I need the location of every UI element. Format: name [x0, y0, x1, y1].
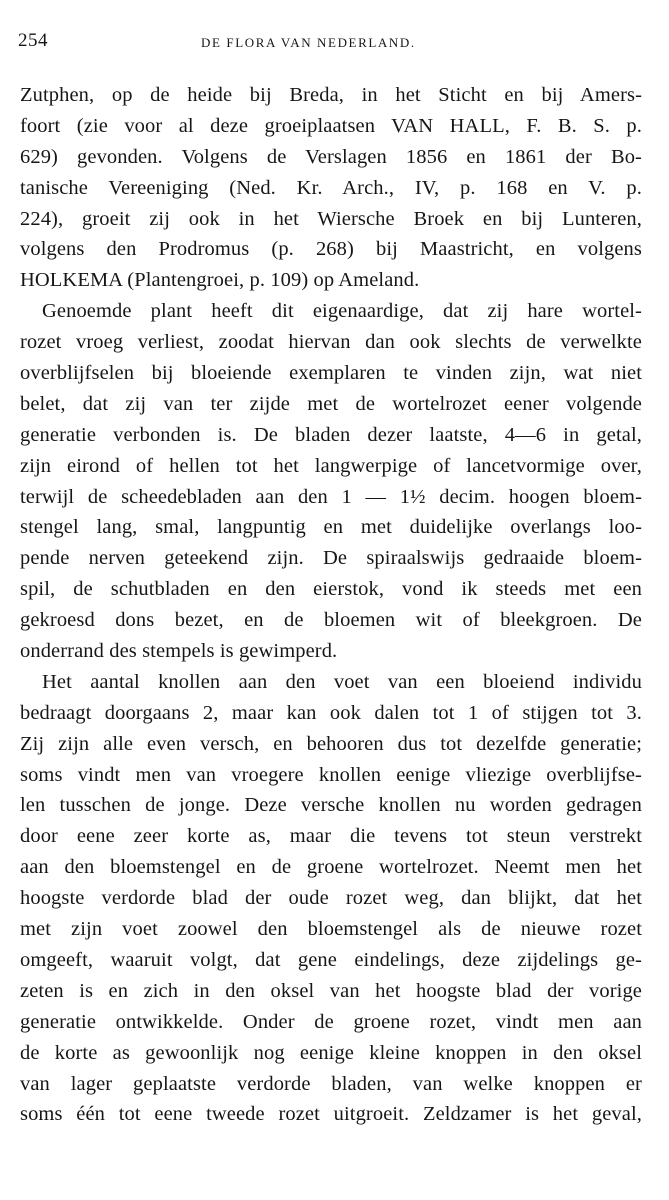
text-line: rozet vroeg verliest, zoodat hiervan dan ook slechts de verwelkte: [20, 331, 642, 354]
text-line: Zij zijn alle even versch, en behooren dus tot dezelfde generatie;: [20, 732, 642, 755]
page-number: 254: [18, 30, 48, 51]
text-line: HOLKEMA (Plantengroei, p. 109) op Ameland.: [20, 269, 420, 292]
text-line: omgeeft, waaruit volgt, dat gene eindelings, deze zijdelings ge-: [20, 948, 642, 971]
text-line: foort (zie voor al deze groeiplaatsen VAN HALL, F. B. S. p.: [20, 114, 642, 137]
text-line: bedraagt doorgaans 2, maar kan ook dalen tot 1 of stijgen tot 3.: [20, 701, 642, 724]
paragraph: [20, 296, 642, 667]
text-line: stengel lang, smal, langpuntig en met duidelijke overlangs loo-: [20, 516, 642, 539]
text-line: Zutphen, op de heide bij Breda, in het Sticht en bij Amers-: [20, 84, 642, 106]
text-line: tanische Vereeniging (Ned. Kr. Arch., IV, p. 168 en V. p.: [20, 176, 642, 199]
text-line: generatie ontwikkelde. Onder de groene rozet, vindt men aan: [20, 1010, 642, 1033]
text-line: soms vindt men van vroegere knollen eenige vliezige overblijfse-: [20, 763, 642, 786]
body-text: [20, 80, 642, 1130]
text-line: terwijl de scheedebladen aan den 1 — 1½ decim. hoogen bloem-: [20, 485, 642, 508]
text-line: zeten is en zich in den oksel van het hoogste blad der vorige: [20, 979, 642, 1002]
text-line: generatie verbonden is. De bladen dezer laatste, 4—6 in getal,: [20, 423, 642, 446]
text-line: hoogste verdorde blad der oude rozet weg, dan blijkt, dat het: [20, 887, 642, 910]
text-line: len tusschen de jonge. Deze versche knollen nu worden gedragen: [20, 794, 642, 817]
text-line: 224), groeit zij ook in het Wiersche Broek en bij Lunteren,: [20, 207, 642, 230]
text-line: soms één tot eene tweede rozet uitgroeit. Zeldzamer is het geval,: [20, 1103, 642, 1126]
running-head: DE FLORA VAN NEDERLAND.: [201, 35, 416, 50]
paragraph: [20, 667, 642, 1130]
text-line: overblijfselen bij bloeiende exemplaren te vinden zijn, wat niet: [20, 362, 642, 385]
text-line: Het aantal knollen aan den voet van een bloeiend individu: [42, 670, 642, 693]
text-line: van lager geplaatste verdorde bladen, van welke knoppen er: [20, 1072, 642, 1095]
text-line: aan den bloemstengel en de groene wortelrozet. Neemt men het: [20, 856, 642, 879]
text-line: onderrand des stempels is gewimperd.: [20, 640, 338, 663]
text-line: 629) gevonden. Volgens de Verslagen 1856 en 1861 der Bo-: [20, 145, 642, 168]
text-line: belet, dat zij van ter zijde met de wortelrozet eener volgende: [20, 392, 642, 415]
paragraph: [20, 80, 642, 296]
text-line: met zijn voet zoowel den bloemstengel als de nieuwe rozet: [20, 918, 642, 941]
text-line: zijn eirond of hellen tot het langwerpige of lancetvormige over,: [20, 454, 642, 477]
page-header: [18, 30, 648, 60]
text-line: door eene zeer korte as, maar die tevens tot steun verstrekt: [20, 825, 642, 848]
text-line: gekroesd dons bezet, en de bloemen wit of bleekgroen. De: [20, 609, 642, 632]
text-line: Genoemde plant heeft dit eigenaardige, dat zij hare wortel-: [42, 300, 642, 323]
text-line: spil, de schutbladen en den eierstok, vond ik steeds met een: [20, 578, 642, 601]
text-line: volgens den Prodromus (p. 268) bij Maastricht, en volgens: [20, 238, 642, 261]
text-line: de korte as gewoonlijk nog eenige kleine knoppen in den oksel: [20, 1041, 642, 1064]
text-line: pende nerven geteekend zijn. De spiraalswijs gedraaide bloem-: [20, 547, 642, 570]
